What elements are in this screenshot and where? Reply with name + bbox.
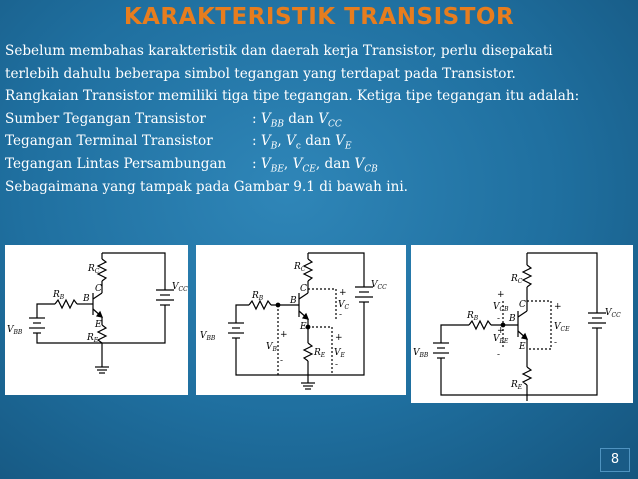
svg-text:VCC: $V_{CC}$ [605,308,621,319]
svg-text:VBB: $V_{BB}$ [200,331,216,342]
svg-text:+: + [335,333,343,343]
svg-text:C: C [95,284,102,294]
svg-text:VB: $V_B$ [266,342,277,353]
row-label: Sumber Tegangan Transistor [5,110,206,127]
svg-text:RE: $R_E$ [87,333,99,344]
row-label: Tegangan Terminal Transistor [5,133,213,150]
svg-text:RC: $R_C$ [88,264,100,275]
svg-text:C: C [300,284,307,294]
svg-text:-: - [280,356,284,366]
svg-text:B: B [83,294,90,304]
svg-text:E: E [300,322,307,332]
svg-text:-: - [554,338,558,348]
svg-text:VCC: $V_{CC}$ [371,280,387,291]
voltage-row-terminal [5,130,635,153]
circuit-diagram-terminal-voltages [196,245,406,395]
svg-text:RE: $R_E$ [314,348,326,359]
svg-text:VCC: $V_{CC}$ [172,282,188,293]
row-value: : $V_B$, $V_c$ dan $V_E$ [252,133,352,153]
svg-text:+: + [497,326,505,336]
svg-text:VBB: $V_{BB}$ [7,325,23,336]
slide-body [5,40,635,198]
row-value: : $V_{BB}$ dan $V_{CC}$ [252,110,342,130]
svg-text:C: C [519,300,526,310]
svg-text:VCB: $V_{CB}$ [493,302,509,313]
circuit-diagram-junction-voltages [411,245,633,403]
svg-text:-: - [497,350,501,360]
page-number: 8 [600,448,630,472]
row-value: : $V_{BE}$, $V_{CE}$, dan $V_{CB}$ [252,155,378,175]
svg-text:+: + [554,302,562,312]
paragraph-line-2: terlebih dahulu beberapa simbol tegangan yang terdapat pada Transistor. [5,65,516,82]
svg-text:B: B [290,296,297,306]
svg-text:E: E [95,320,102,330]
svg-text:VCE: $V_{CE}$ [554,322,570,333]
row-label: Tegangan Lintas Persambungan [5,155,227,172]
svg-text:RB: $R_B$ [252,291,264,302]
svg-text:-: - [497,314,501,324]
svg-text:-: - [335,360,339,370]
circuit-diagram-basic [5,245,188,395]
voltage-row-junction [5,153,635,176]
paragraph-line-3: Rangkaian Transistor memiliki tiga tipe tegangan. Ketiga tipe tegangan itu adalah: [5,88,580,105]
svg-text:B: B [509,314,516,324]
svg-text:+: + [497,290,505,300]
svg-text:-: - [339,310,343,320]
svg-text:RE: $R_E$ [511,380,523,391]
paragraph-line-1: Sebelum membahas karakteristik dan daerah kerja Transistor, perlu disepakati [5,43,553,59]
svg-text:RB: $R_B$ [467,311,479,322]
svg-text:VC: $V_C$ [338,300,350,311]
svg-text:+: + [280,330,288,340]
voltage-row-source [5,108,635,131]
svg-text:VBB: $V_{BB}$ [413,348,429,359]
slide-title: KARAKTERISTIK TRANSISTOR [123,4,515,30]
closing-line: Sebagaimana yang tampak pada Gambar 9.1 di bawah ini. [5,178,408,195]
svg-text:+: + [339,288,347,298]
svg-text:VBE: $V_{BE}$ [493,334,509,345]
svg-text:RC: $R_C$ [294,262,306,273]
svg-text:VE: $V_E$ [334,348,345,359]
svg-text:RC: $R_C$ [511,274,523,285]
svg-text:RB: $R_B$ [53,290,65,301]
svg-text:E: E [519,342,526,352]
